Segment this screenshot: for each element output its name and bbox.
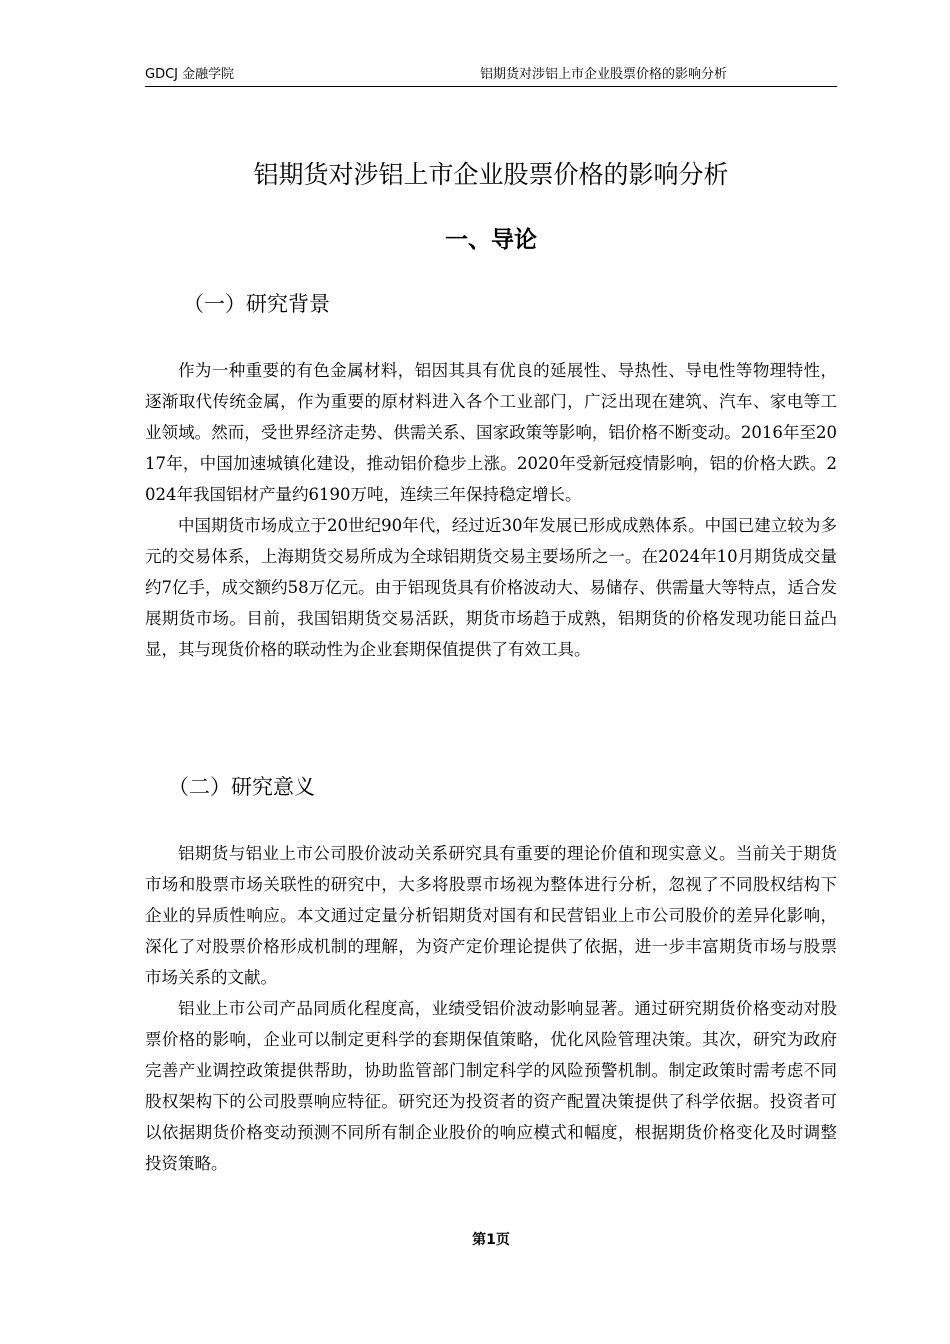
section-heading-significance: （二）研究意义 <box>168 775 315 799</box>
section-heading-background: （一）研究背景 <box>183 292 330 316</box>
paragraph: 铝期货与铝业上市公司股价波动关系研究具有重要的理论价值和现实意义。当前关于期货市场和股票市场关联性的研究中，大多将股票市场视为整体进行分析，忽视了不同股权结构下企业的异质性响应。本文通过定量分析铝期货对国有和民营铝业上市公司股价的差异化影响，深化了对股票价格形成机制的理解，为资产定价理论提供了依据，进一步丰富期货市场与股票市场关系的文献。 <box>145 844 837 987</box>
document-title: 铝期货对涉铝上市企业股票价格的影响分析 <box>253 160 729 189</box>
chapter-heading: 一、导论 <box>445 227 537 253</box>
paragraph: 作为一种重要的有色金属材料，铝因其具有优良的延展性、导热性、导电性等物理特性，逐渐取代传统金属，作为重要的原材料进入各个工业部门，广泛出现在建筑、汽车、家电等工业领域。然而，受世界经济走势、供需关系、国家政策等影响，铝价格不断变动。2016年至2017年，中国加速城镇化建设，推动铝价稳步上涨。2020年受新冠疫情影响，铝的价格大跌。2024年我国铝材产量约6190万吨，连续三年保持稳定增长。 <box>145 361 837 504</box>
paragraph: 中国期货市场成立于20世纪90年代，经过近30年发展已形成成熟体系。中国已建立较为多元的交易体系，上海期货交易所成为全球铝期货交易主要场所之一。在2024年10月期货成交量约7亿手，成交额约58万亿元。由于铝现货具有价格波动大、易储存、供需量大等特点，适合发展期货市场。目前，我国铝期货交易活跃，期货市场趋于成熟，铝期货的价格发现功能日益凸显，其与现货价格的联动性为企业套期保值提供了有效工具。 <box>145 516 837 659</box>
header-institution: GDCJ 金融学院 <box>145 67 235 82</box>
section-body-significance <box>145 838 837 1179</box>
header-title: 铝期货对涉铝上市企业股票价格的影响分析 <box>480 67 728 82</box>
section-body-background <box>145 355 837 665</box>
page-number: 第1页 <box>472 1232 510 1248</box>
running-header <box>145 66 837 87</box>
paragraph: 铝业上市公司产品同质化程度高，业绩受铝价波动影响显著。通过研究期货价格变动对股票价格的影响，企业可以制定更科学的套期保值策略，优化风险管理决策。其次，研究为政府完善产业调控政策提供帮助，协助监管部门制定科学的风险预警机制。制定政策时需考虑不同股权架构下的公司股票响应特征。研究还为投资者的资产配置决策提供了科学依据。投资者可以依据期货价格变动预测不同所有制企业股价的响应模式和幅度，根据期货价格变化及时调整投资策略。 <box>145 999 837 1173</box>
